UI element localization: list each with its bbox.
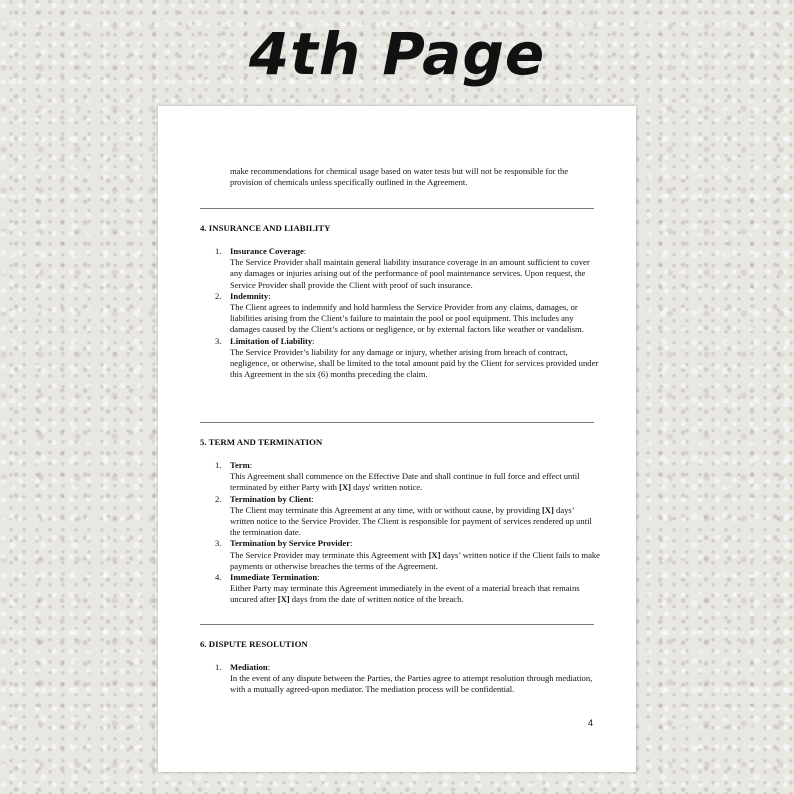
list-item-title: Limitation of Liability (230, 335, 313, 346)
list-item (215, 662, 600, 696)
page-banner-title: 4th Page (248, 20, 546, 88)
body-text: The Service Provider may terminate this Agreement with (230, 549, 429, 560)
list-item-colon: : (303, 246, 307, 256)
list-item-colon: : (312, 335, 315, 346)
term-list (215, 460, 600, 606)
list-item (215, 460, 600, 494)
body-text: days' written notice. (351, 482, 423, 493)
list-item-number: 2. (215, 290, 222, 301)
list-item-colon: : (267, 662, 271, 672)
list-item-colon: : (249, 460, 253, 470)
list-item (215, 290, 600, 336)
list-item-title: Termination by Service Provider (230, 538, 351, 549)
section-heading-insurance: 4. INSURANCE AND LIABILITY (200, 223, 331, 233)
list-item-body (230, 471, 600, 493)
list-item-title: Mediation (230, 662, 268, 672)
list-item (215, 246, 600, 291)
list-item (215, 335, 600, 381)
document-page (158, 106, 636, 772)
list-item-body (230, 550, 600, 572)
list-item-number: 1. (215, 460, 222, 470)
placeholder-days: [X] (428, 549, 441, 560)
list-item-title: Indemnity (230, 290, 269, 301)
list-item-body (230, 505, 600, 539)
list-item (215, 538, 600, 572)
list-item-colon: : (268, 290, 271, 301)
dispute-list (215, 662, 600, 696)
list-item-title: Term (230, 460, 250, 470)
section-divider (200, 624, 594, 625)
page-number: 4 (588, 718, 594, 728)
placeholder-days: [X] (339, 482, 352, 493)
body-text: The Client may terminate this Agreement at any time, with or without cause, by providing (230, 504, 542, 515)
list-item-title: Termination by Client (230, 493, 312, 504)
list-item-body: The Service Provider shall maintain general liability insurance coverage in an amount sufficient to cover any damages or injuries arising out of the performance of pool maintenance services. Upon request, the Service Provider shall provide the Client with proof of such insurance. (230, 257, 590, 290)
body-text: days’ written notice to the Service Provider. The Client is responsible for payment of services rendered up until the termination date. (230, 504, 592, 538)
list-item-number: 1. (215, 662, 222, 672)
section-heading-dispute: 6. DISPUTE RESOLUTION (200, 639, 308, 649)
list-item-number: 2. (215, 493, 222, 504)
list-item-title: Insurance Coverage (230, 246, 304, 256)
insurance-list (215, 246, 600, 380)
list-item-number: 1. (215, 246, 222, 256)
list-item-body: The Client agrees to indemnify and hold harmless the Service Provider from any claims, damages, or liabilities arising from the Client’s failure to maintain the pool or pool equipment. This includes any damages caused by the Client’s actions or negligence, or by external factors like weather or vandalism. (230, 302, 584, 335)
list-item-number: 3. (215, 335, 222, 346)
section-divider (200, 208, 594, 209)
list-item-colon: : (350, 538, 353, 549)
list-item-colon: : (317, 572, 320, 583)
list-item-body: In the event of any dispute between the Parties, the Parties agree to attempt resolution through mediation, with a mutually agreed-upon mediator. The mediation process will be confidential. (230, 673, 593, 695)
section-divider (200, 422, 594, 423)
list-item (215, 493, 600, 539)
body-text: This Agreement shall commence on the Effective Date and shall continue in full force and effect until terminated by either Party with (230, 471, 580, 493)
placeholder-days: [X] (277, 594, 290, 605)
list-item-number: 4. (215, 572, 222, 583)
list-item-colon: : (311, 493, 314, 504)
list-item-title: Immediate Termination (230, 572, 318, 583)
body-text: days from the date of written notice of the breach. (289, 594, 464, 605)
list-item-body: The Service Provider’s liability for any damage or injury, whether arising from breach of contract, negligence, or otherwise, shall be limited to the total amount paid by the Client for services provided under this Agreement in the six (6) months preceding the claim. (230, 346, 599, 380)
list-item-body (230, 583, 600, 605)
body-text: days’ written notice if the Client fails to make payments or otherwise breaches the terms of the Agreement. (230, 549, 600, 571)
list-item (215, 572, 600, 606)
list-item-number: 3. (215, 538, 222, 549)
body-text: Either Party may terminate this Agreement immediately in the event of a material breach that remains uncured after (230, 583, 580, 605)
placeholder-days: [X] (541, 504, 554, 515)
intro-paragraph: make recommendations for chemical usage based on water tests but will not be responsible for the provision of chemicals unless specifically outlined in the Agreement. (230, 166, 569, 188)
section-heading-term: 5. TERM AND TERMINATION (200, 437, 323, 447)
